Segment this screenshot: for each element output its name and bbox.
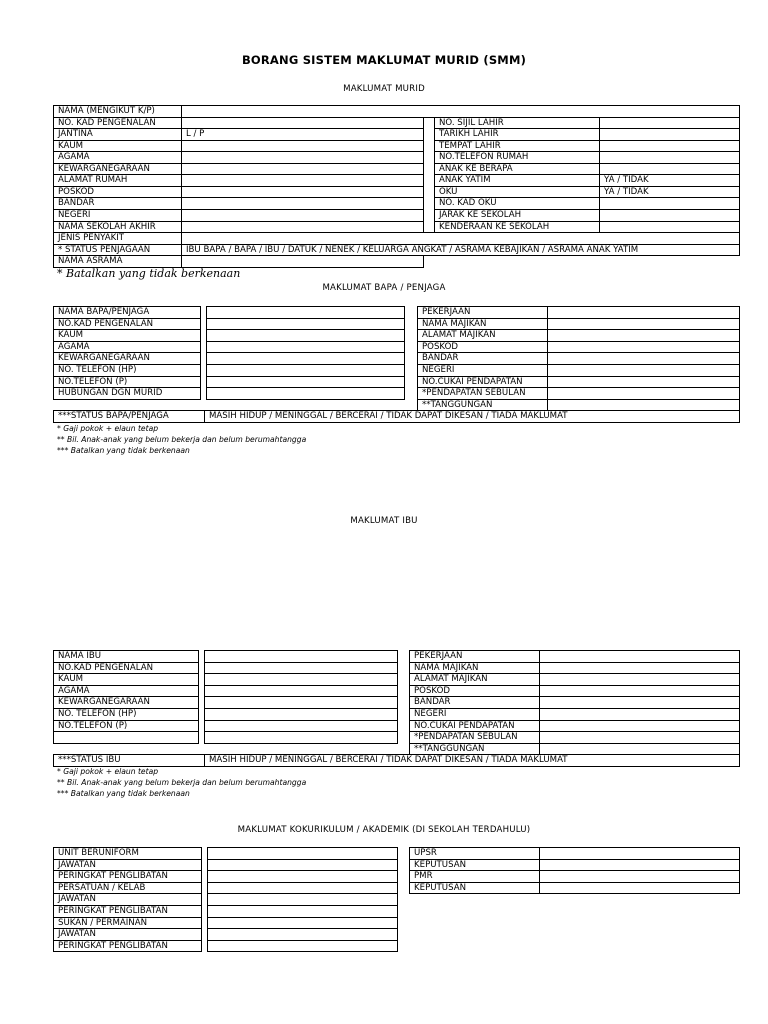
murid-label: BANDAR (53, 197, 182, 210)
murid-right-label: KENDERAAN KE SEKOLAH (434, 221, 600, 233)
koku-right-label: PMR (409, 870, 540, 883)
ibu-status-options[interactable]: MASIH HIDUP / MENINGGAL / BERCERAI / TIDAK DAPAT DIKESAN / TIADA MAKLUMAT (204, 754, 740, 767)
section-title-ibu: MAKLUMAT IBU (350, 516, 418, 526)
murid-right-label: JARAK KE SEKOLAH (434, 209, 600, 222)
ibu-label: NO. TELEFON (HP) (53, 708, 199, 721)
bapa-right-label: NO.CUKAI PENDAPATAN (417, 376, 548, 388)
koku-label: PERINGKAT PENGLIBATAN (53, 940, 202, 952)
murid-label: NAMA SEKOLAH AKHIR (53, 221, 182, 233)
bapa-right-label: NEGERI (417, 364, 548, 377)
koku-label: PERSATUAN / KELAB (53, 882, 202, 894)
koku-label: JAWATAN (53, 859, 202, 871)
murid-label: KEWARGANEGARAAN (53, 163, 182, 175)
bapa-right-label: BANDAR (417, 352, 548, 365)
bapa-right-label: **TANGGUNGAN (417, 399, 548, 411)
ibu-label: KAUM (53, 673, 199, 686)
koku-right-field[interactable] (539, 882, 740, 894)
section-title-murid: MAKLUMAT MURID (343, 84, 425, 94)
ibu-note-tanggungan: ** Bil. Anak-anak yang belum bekerja dan belum berumahtangga (57, 778, 307, 787)
bapa-label: KAUM (53, 329, 201, 342)
ibu-right-label: NEGERI (409, 708, 540, 721)
bapa-note-tanggungan: ** Bil. Anak-anak yang belum bekerja dan belum berumahtangga (57, 435, 307, 444)
bapa-field[interactable] (206, 387, 405, 400)
ibu-right-label: NAMA MAJIKAN (409, 662, 540, 674)
bapa-label: NAMA BAPA/PENJAGA (53, 306, 201, 319)
bapa-right-label: POSKOD (417, 341, 548, 353)
murid-right-label: ANAK YATIM (434, 174, 600, 187)
bapa-label: NO.KAD PENGENALAN (53, 318, 201, 330)
murid-right-label: TEMPAT LAHIR (434, 140, 600, 152)
ibu-label: NAMA IBU (53, 650, 199, 663)
section-title-koku: MAKLUMAT KOKURIKULUM / AKADEMIK (DI SEKOLAH TERDAHULU) (237, 825, 531, 835)
murid-label: NEGERI (53, 209, 182, 222)
ibu-label: AGAMA (53, 685, 199, 697)
murid-label: NO. KAD PENGENALAN (53, 117, 182, 129)
bapa-label: NO.TELEFON (P) (53, 376, 201, 388)
koku-label: SUKAN / PERMAINAN (53, 917, 202, 929)
murid-right-label: ANAK KE BERAPA (434, 163, 600, 175)
murid-right-label: TARIKH LAHIR (434, 128, 600, 141)
murid-right-label: NO. KAD OKU (434, 197, 600, 210)
koku-label: UNIT BERUNIFORM (53, 847, 202, 860)
koku-label: PERINGKAT PENGLIBATAN (53, 905, 202, 918)
murid-label: JANTINA (53, 128, 182, 141)
koku-label: JAWATAN (53, 893, 202, 906)
murid-label: AGAMA (53, 151, 182, 164)
murid-label: KAUM (53, 140, 182, 152)
ibu-label (53, 731, 199, 744)
ibu-label: KEWARGANEGARAAN (53, 696, 199, 709)
ibu-field[interactable] (204, 731, 398, 744)
koku-field[interactable] (207, 940, 398, 952)
koku-label: PERINGKAT PENGLIBATAN (53, 870, 202, 883)
bapa-label: NO. TELEFON (HP) (53, 364, 201, 377)
page-title: BORANG SISTEM MAKLUMAT MURID (SMM) (241, 53, 527, 67)
murid-label: NAMA ASRAMA (53, 255, 182, 268)
murid-label: POSKOD (53, 186, 182, 198)
murid-right-label: NO.TELEFON RUMAH (434, 151, 600, 164)
koku-right-label: UPSR (409, 847, 540, 860)
ibu-status-label: ***STATUS IBU (53, 754, 205, 767)
murid-label: * STATUS PENJAGAAN (53, 244, 182, 256)
ibu-right-label: BANDAR (409, 696, 540, 709)
murid-note: * Batalkan yang tidak berkenaan (57, 267, 241, 280)
murid-right-field[interactable] (599, 221, 740, 233)
bapa-note-batalkan: *** Batalkan yang tidak berkenaan (57, 446, 190, 455)
bapa-status-label: ***STATUS BAPA/PENJAGA (53, 410, 205, 423)
ibu-right-label: *PENDAPATAN SEBULAN (409, 731, 540, 744)
bapa-note-gaji: * Gaji pokok + elaun tetap (57, 424, 159, 433)
bapa-right-label: ALAMAT MAJIKAN (417, 329, 548, 342)
ibu-right-label: ALAMAT MAJIKAN (409, 673, 540, 686)
ibu-label: NO.TELEFON (P) (53, 720, 199, 732)
murid-right-field[interactable]: YA / TIDAK (599, 186, 740, 198)
ibu-right-label: **TANGGUNGAN (409, 743, 540, 755)
murid-field-status-penjagaan[interactable]: IBU BAPA / BAPA / IBU / DATUK / NENEK / KELUARGA ANGKAT / ASRAMA KEBAJIKAN / ASRAMA ANAK YATIM (181, 244, 740, 256)
ibu-note-batalkan: *** Batalkan yang tidak berkenaan (57, 789, 190, 798)
murid-label: NAMA (MENGIKUT K/P) (53, 105, 182, 118)
ibu-right-label: PEKERJAAN (409, 650, 540, 663)
murid-right-label: OKU (434, 186, 600, 198)
koku-label: JAWATAN (53, 928, 202, 941)
bapa-label: KEWARGANEGARAAN (53, 352, 201, 365)
murid-label: JENIS PENYAKIT (53, 232, 182, 245)
section-title-bapa: MAKLUMAT BAPA / PENJAGA (322, 283, 446, 293)
murid-right-field[interactable]: YA / TIDAK (599, 174, 740, 187)
bapa-status-options[interactable]: MASIH HIDUP / MENINGGAL / BERCERAI / TIDAK DAPAT DIKESAN / TIADA MAKLUMAT (204, 410, 740, 423)
murid-right-label: NO. SIJIL LAHIR (434, 117, 600, 129)
bapa-right-label: PEKERJAAN (417, 306, 548, 319)
bapa-right-label: NAMA MAJIKAN (417, 318, 548, 330)
bapa-label: HUBUNGAN DGN MURID (53, 387, 201, 400)
koku-right-label: KEPUTUSAN (409, 882, 540, 894)
ibu-note-gaji: * Gaji pokok + elaun tetap (57, 767, 159, 776)
koku-right-label: KEPUTUSAN (409, 859, 540, 871)
bapa-label: AGAMA (53, 341, 201, 353)
bapa-right-label: *PENDAPATAN SEBULAN (417, 387, 548, 400)
ibu-right-label: POSKOD (409, 685, 540, 697)
murid-field-jantina[interactable]: L / P (181, 128, 424, 141)
ibu-right-label: NO.CUKAI PENDAPATAN (409, 720, 540, 732)
ibu-label: NO.KAD PENGENALAN (53, 662, 199, 674)
murid-label: ALAMAT RUMAH (53, 174, 182, 187)
